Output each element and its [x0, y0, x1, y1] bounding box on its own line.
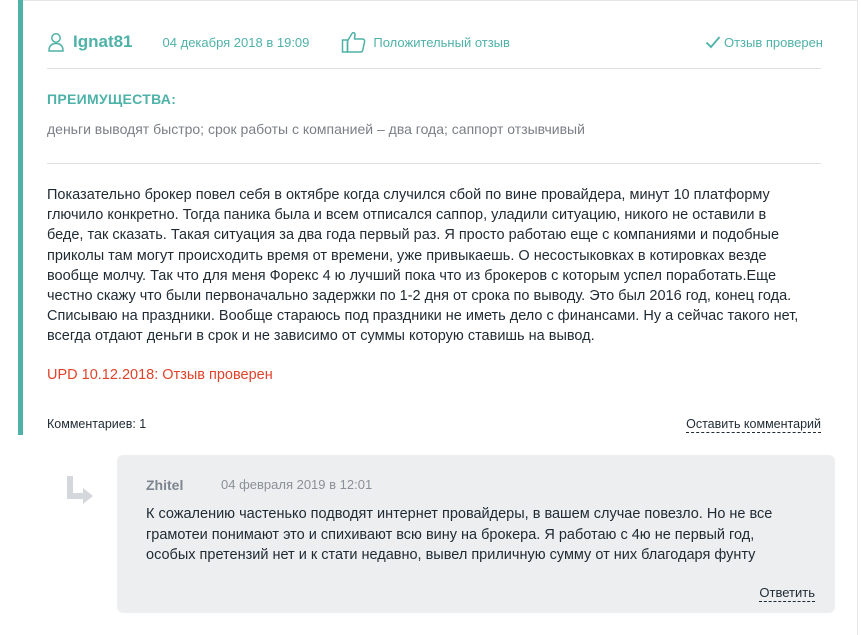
review-body-line: всегда отдают деньги в срок и не зависимо от суммы которую ставишь на вывод.: [47, 328, 595, 345]
review-body-line: беде, так сказать. Такая ситуация за два года первый раз. Я просто работаю еще с компаниями и подобные: [47, 227, 780, 244]
rating-label: Положительный отзыв: [373, 34, 510, 50]
advantages-text: деньги выводят быстро; срок работы с компанией – два года; саппорт отзывчивый: [47, 121, 585, 137]
thumbs-up-icon: [341, 30, 367, 54]
review-body-line: глючило конкретно. Тогда паника была и всем отписался саппор, уладили ситуацию, никого не оставили в: [47, 207, 767, 224]
comment-line: грамотеи понимают это и спихивают всю вину на брокера. Я работаю с 4ю не первый год,: [146, 526, 755, 543]
advantages-title: ПРЕИМУЩЕСТВА:: [47, 91, 177, 107]
comments-count: Комментариев: 1: [47, 417, 147, 431]
review-author[interactable]: Ignat81: [73, 32, 133, 51]
update-note: UPD 10.12.2018: Отзыв проверен: [47, 367, 273, 383]
review-body-line: Списываю на праздники. Вообще стараюсь под праздники не иметь дело с финансами. Ну а сейчас такого нет,: [47, 308, 799, 325]
review-body: [47, 185, 823, 347]
divider: [47, 68, 821, 69]
check-icon: [705, 35, 721, 49]
review-card: [18, 0, 845, 435]
comment-author[interactable]: Zhitel: [146, 477, 184, 493]
review-body-line: вообще молчу. Так что для меня Форекс 4 ю лучший пока что из брокеров с которым успел поработать.Еще: [47, 267, 777, 284]
review-header: [47, 26, 823, 58]
review-date: 04 декабря 2018 в 19:09: [162, 34, 310, 50]
comment-date: 04 февраля 2019 в 12:01: [221, 477, 373, 492]
comment-body: [146, 504, 822, 566]
user-icon: [47, 32, 65, 52]
reply-link[interactable]: Ответить: [759, 585, 815, 600]
review-body-line: приколы там могут происходить время от времени, уже привыкаешь. О несостыковках в котировках везде: [47, 247, 767, 264]
leave-comment-link[interactable]: Оставить комментарий: [686, 417, 821, 431]
right-border: [857, 0, 858, 635]
reply-arrow-icon: [66, 476, 96, 504]
review-body-line: честно скажу что были первоначально задержки по 1-2 дня от срока по выводу. Это был 2016 год, конец года.: [47, 288, 792, 305]
comment-card: [117, 455, 835, 613]
review-body-line: Показательно брокер повел себя в октябре когда случился сбой по вине провайдера, минут 10 платформу: [47, 187, 770, 203]
comment-line: К сожалению частенько подводят интернет провайдеры, в вашем случае повезло. Но не все: [146, 506, 773, 522]
verified-label: Отзыв проверен: [723, 34, 823, 50]
divider: [47, 163, 821, 164]
comment-line: особых претензий нет и к стати недавно, вывел приличную сумму от них благодаря фунту: [146, 547, 756, 563]
verified-status: [705, 26, 823, 58]
